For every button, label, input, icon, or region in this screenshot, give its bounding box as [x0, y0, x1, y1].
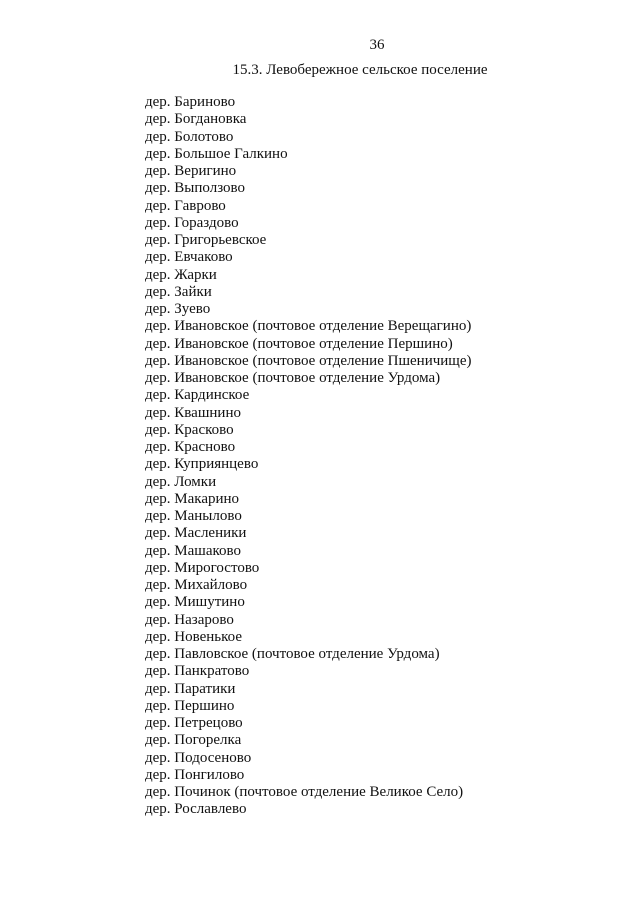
- list-item: дер. Кардинское: [145, 387, 250, 404]
- list-item: дер. Красково: [145, 421, 234, 438]
- list-item: дер. Мирогостово: [145, 559, 260, 576]
- list-item: дер. Ивановское (почтовое отделение Пшеничище): [145, 352, 472, 369]
- page-number: 36: [369, 37, 385, 53]
- list-item: дер. Ломки: [145, 473, 217, 490]
- list-item: дер. Григорьевское: [145, 232, 267, 248]
- list-item: дер. Богдановка: [145, 111, 247, 128]
- list-item: дер. Панкратово: [145, 663, 250, 680]
- list-item: дер. Павловское (почтовое отделение Урдома): [145, 646, 440, 662]
- list-item: дер. Манылово: [145, 508, 242, 524]
- list-item: дер. Михайлово: [145, 577, 248, 593]
- list-item: дер. Мишутино: [145, 594, 245, 611]
- list-item: дер. Починок (почтовое отделение Великое Село): [145, 784, 464, 800]
- list-item: дер. Паратики: [145, 680, 236, 697]
- list-item: дер. Квашнино: [145, 404, 241, 421]
- list-item: дер. Ивановское (почтовое отделение Першино): [145, 335, 453, 352]
- list-item: дер. Понгилово: [145, 766, 245, 783]
- list-item: дер. Подосеново: [145, 749, 252, 766]
- list-item: дер. Гораздово: [145, 214, 239, 231]
- list-item: дер. Бариново: [145, 94, 236, 110]
- list-item: дер. Зайки: [145, 283, 212, 300]
- list-item: дер. Новенькое: [145, 628, 243, 645]
- list-item: дер. Першино: [145, 697, 235, 714]
- list-item: дер. Назарово: [145, 611, 234, 628]
- list-item: дер. Масленики: [145, 525, 247, 542]
- list-item: дер. Машаково: [145, 542, 241, 559]
- list-item: дер. Выползово: [145, 180, 246, 197]
- list-item: дер. Жарки: [145, 266, 217, 283]
- list-item: дер. Ивановское (почтовое отделение Урдома): [145, 370, 441, 386]
- list-item: дер. Ивановское (почтовое отделение Верещагино): [145, 318, 472, 335]
- list-item: дер. Красново: [145, 439, 236, 455]
- list-item: дер. Евчаково: [145, 249, 233, 266]
- list-item: дер. Рославлево: [145, 801, 247, 818]
- list-item: дер. Большое Галкино: [145, 145, 288, 162]
- list-item: дер. Макарино: [145, 490, 240, 507]
- list-item: дер. Куприянцево: [145, 456, 259, 473]
- section-title: 15.3. Левобережное сельское поселение: [232, 62, 488, 78]
- list-item: дер. Гаврово: [145, 197, 226, 214]
- list-item: дер. Болотово: [145, 128, 234, 145]
- list-item: дер. Веригино: [145, 163, 237, 179]
- list-item: дер. Зуево: [145, 301, 211, 317]
- list-item: дер. Петрецово: [145, 715, 243, 731]
- settlement-list: [145, 94, 472, 819]
- list-item: дер. Погорелка: [145, 732, 242, 749]
